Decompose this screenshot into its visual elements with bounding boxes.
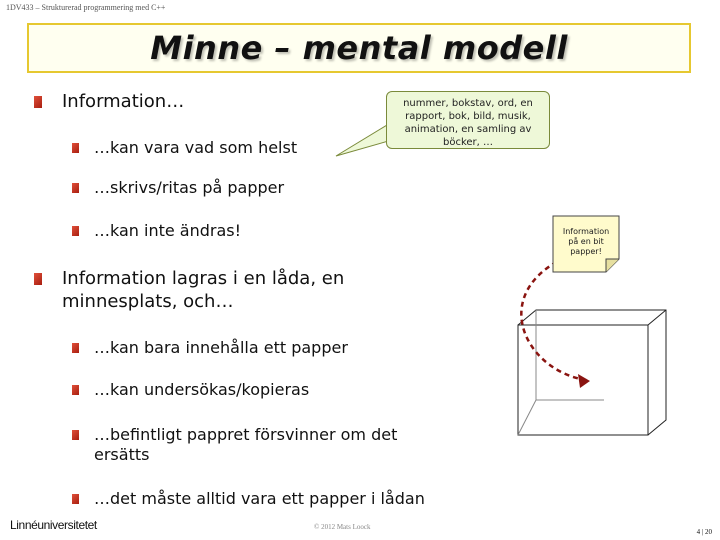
bullet-written-drawn: …skrivs/ritas på papper [94,178,285,197]
note-line: papper! [570,247,602,256]
callout-line: animation, en samling av [404,124,532,135]
copyright-text: © 2012 Mats Loock [314,523,371,531]
bullet-always-paper: …det måste alltid vara ett papper i lådan [94,489,425,508]
note-line: Information [562,227,610,236]
bullet-information: Information… [62,91,185,112]
note-line: på en bit [568,237,604,246]
bullet-can-be-anything: …kan vara vad som helst [94,138,298,157]
callout-line: rapport, bok, bild, musik, [405,111,531,122]
course-header: 1DV433 – Strukturerad programmering med C++ [6,3,166,12]
bullet-replaced-line1: …befintligt pappret försvinner om det [94,425,398,444]
callout-tail [336,122,392,156]
bullet-replaced-line2: ersätts [94,445,150,464]
bullet-examined-copied: …kan undersökas/kopieras [94,380,310,399]
paper-note-text [558,227,614,257]
slide-title: Minne – mental modell [150,29,568,67]
memory-box-icon [518,310,666,435]
page-number: 4 | 20 [696,528,712,536]
bullet-stored-line1: Information lagras i en låda, en [62,268,345,289]
bullet-cannot-change: …kan inte ändras! [94,221,242,240]
paper-note [552,215,620,273]
callout-line: böcker, … [442,137,494,148]
bullet-one-paper: …kan bara innehålla ett papper [94,338,348,357]
bullet-stored-line2: minnesplats, och… [62,291,234,312]
university-logo: Linnéuniversitetet [10,518,97,532]
callout-line: nummer, bokstav, ord, en [403,98,533,109]
callout-examples [386,91,550,149]
